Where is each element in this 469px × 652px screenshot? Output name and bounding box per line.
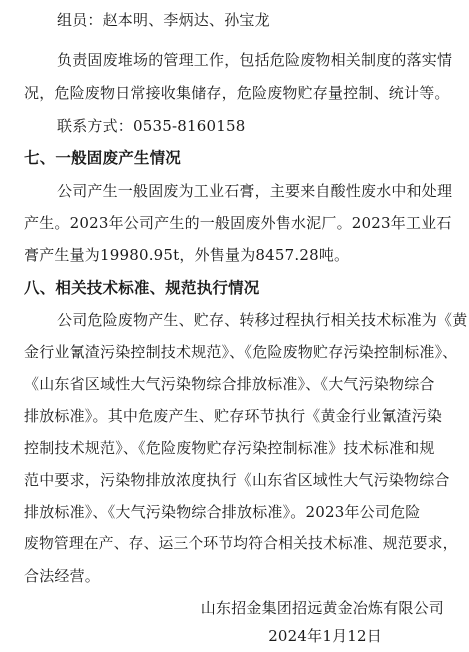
section8-line: 排放标准》。其中危废产生、贮存环节执行《黄金行业氰渣污染	[24, 407, 443, 425]
section8-line: 《山东省区域性大气污染物综合排放标准》、《大气污染物综合	[24, 375, 435, 393]
contact-line: 联系方式：0535-8160158	[57, 117, 246, 135]
signature-date: 2024年1月12日	[268, 627, 382, 645]
section8-line: 排放标准》、《大气污染物综合排放标准》。2023年公司危险	[24, 503, 421, 521]
section7-line: 产生。2023年公司产生的一般固废外售水泥厂。2023年工业石	[24, 214, 452, 232]
section8-line: 合法经营。	[24, 567, 101, 585]
section8-heading: 八、相关技术标准、规范执行情况	[24, 279, 260, 297]
section8-line: 控制技术规范》、《危险废物贮存污染控制标准》技术标准和规	[24, 439, 435, 457]
section7-line: 膏产生量为19980.95t，外售量为8457.28吨。	[24, 246, 350, 264]
section8-line: 金行业氰渣污染控制技术规范》、《危险废物贮存污染控制标准》、	[24, 343, 458, 361]
duty-line-1: 负责固废堆场的管理工作，包括危险废物相关制度的落实情	[57, 51, 453, 69]
group-members-line: 组员：赵本明、李炳达、孙宝龙	[57, 11, 270, 29]
section7-heading: 七、一般固废产生情况	[24, 149, 182, 167]
section7-line: 公司产生一般固废为工业石膏，主要来自酸性废水中和处理	[57, 182, 453, 200]
signature-company: 山东招金集团招远黄金冶炼有限公司	[200, 599, 444, 617]
duty-line-2: 况，危险废物日常接收集储存，危险废物贮存量控制、统计等。	[24, 84, 450, 102]
section8-line: 公司危险废物产生、贮存、转移过程执行相关技术标准为《黄	[57, 311, 468, 329]
section8-line: 废物管理在产、存、运三个环节均符合相关技术标准、规范要求，	[24, 535, 458, 552]
section8-line: 范中要求，污染物排放浓度执行《山东省区域性大气污染物综合	[24, 471, 450, 489]
